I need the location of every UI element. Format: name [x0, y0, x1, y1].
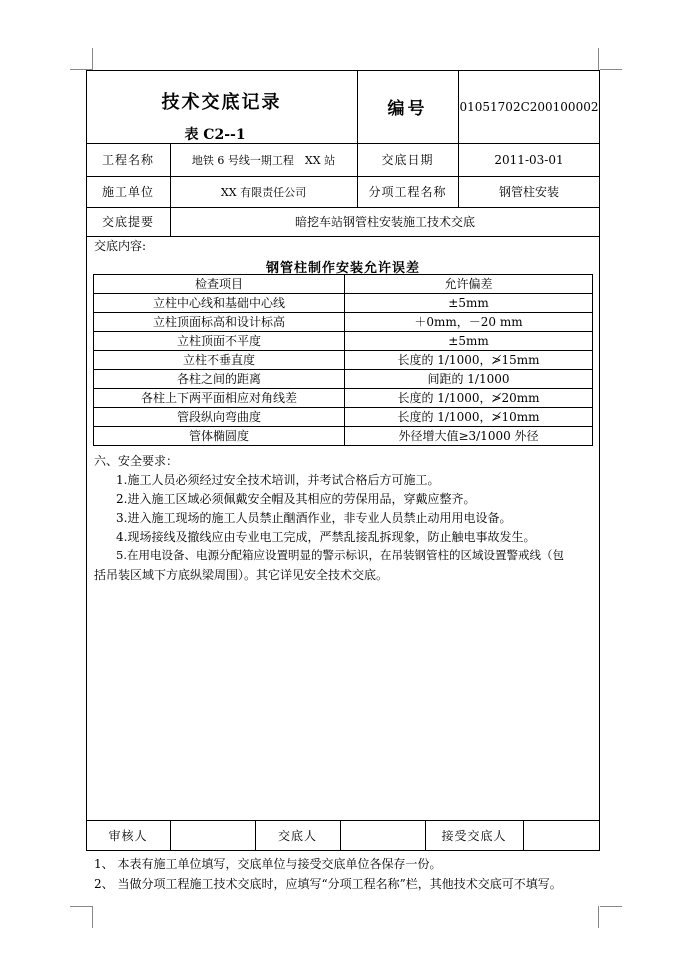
number-value: 01051702C200100002: [459, 99, 599, 114]
crop-mark-bottom-left-h: [70, 906, 92, 907]
safety-item: 5.在用电设备、电源分配箱应设置明显的警示标识，在吊装钢管柱的区域设置警戒线（包: [116, 548, 564, 562]
table-row: [94, 408, 593, 427]
check-item: 管段纵向弯曲度: [94, 408, 345, 427]
sub-project-value: 钢管柱安装: [498, 185, 559, 199]
safety-item: 括吊装区域下方底纵梁周围）。其它详见安全技术交底。: [94, 568, 389, 582]
table-row: [94, 313, 593, 332]
date-value: 2011-03-01: [494, 152, 564, 167]
safety-item: 1.施工人员必须经过安全技术培训，并考试合格后方可施工。: [116, 473, 440, 487]
footnote: 2、 当做分项工程施工技术交底时，应填写“分项工程名称”栏，其他技术交底可不填写。: [94, 877, 562, 891]
unit-value: XX 有限责任公司: [220, 185, 307, 199]
discloser-signature-field[interactable]: [341, 821, 424, 850]
tolerance-value: ±5mm: [345, 332, 593, 351]
tolerance-value: 间距的 1/1000: [345, 370, 593, 389]
tolerance-value: ±5mm: [345, 294, 593, 313]
tolerance-table: [93, 274, 593, 446]
header-tolerance: 允许偏差: [345, 275, 593, 294]
table-row: [94, 427, 593, 446]
safety-heading: 六、安全要求：: [94, 454, 179, 468]
receiver-label: 接受交底人: [441, 829, 507, 843]
table-row: [94, 389, 593, 408]
receiver-signature-field[interactable]: [524, 821, 599, 850]
check-item: 管体椭圆度: [94, 427, 345, 446]
form-number: 表 C2--1: [184, 127, 246, 143]
footnote: 1、 本表有施工单位填写，交底单位与接受交底单位各保存一份。: [94, 857, 442, 871]
table-row: [94, 370, 593, 389]
discloser-label: 交底人: [277, 829, 317, 843]
table-header-row: [94, 275, 593, 294]
table-row: [94, 351, 593, 370]
crop-mark-bottom-left-v: [92, 906, 93, 928]
sub-project-label: 分项工程名称: [368, 185, 447, 199]
safety-item: 2.进入施工区域必须佩戴安全帽及其相应的劳保用品，穿戴应整齐。: [116, 492, 476, 506]
summary-label: 交底提要: [101, 215, 154, 229]
document-title: 技术交底记录: [161, 92, 282, 113]
table-row: [94, 332, 593, 351]
content-label: 交底内容:: [94, 239, 147, 253]
project-value: 地铁 6 号线一期工程 XX 站: [191, 153, 336, 167]
project-label: 工程名称: [101, 153, 154, 167]
check-item: 立柱顶面不平度: [94, 332, 345, 351]
reviewer-signature-field[interactable]: [171, 821, 254, 850]
crop-mark-bottom-right-h: [600, 906, 622, 907]
table-row: [94, 294, 593, 313]
tolerance-value: ＋0mm，－20 mm: [345, 313, 593, 332]
check-item: 立柱不垂直度: [94, 351, 345, 370]
check-item: 立柱中心线和基础中心线: [94, 294, 345, 313]
tolerance-value: 长度的 1/1000，≯15mm: [345, 351, 593, 370]
tolerance-value: 长度的 1/1000，≯20mm: [345, 389, 593, 408]
crop-mark-top-right-h: [600, 69, 622, 70]
tolerance-value: 外径增大值≥3/1000 外径: [345, 427, 593, 446]
header-check-item: 检查项目: [94, 275, 345, 294]
check-item: 立柱顶面标高和设计标高: [94, 313, 345, 332]
tolerance-table-title: 钢管柱制作安装允许误差: [265, 261, 420, 276]
crop-mark-top-left-v: [92, 48, 93, 70]
crop-mark-top-right-v: [598, 48, 599, 70]
date-label: 交底日期: [381, 153, 434, 167]
crop-mark-bottom-right-v: [598, 906, 599, 928]
reviewer-label: 审核人: [108, 829, 148, 843]
summary-value: 暗挖车站钢管柱安装施工技术交底: [294, 215, 475, 229]
unit-label: 施工单位: [101, 185, 154, 199]
number-label: 编号: [387, 99, 428, 119]
check-item: 各柱之间的距离: [94, 370, 345, 389]
tolerance-value: 长度的 1/1000，≯10mm: [345, 408, 593, 427]
row-divider: [86, 236, 600, 237]
check-item: 各柱上下两平面相应对角线差: [94, 389, 345, 408]
safety-item: 3.进入施工现场的施工人员禁止酗酒作业，非专业人员禁止动用用电设备。: [116, 511, 512, 525]
safety-item: 4.现场接线及撤线应由专业电工完成，严禁乱接乱拆现象，防止触电事故发生。: [116, 530, 536, 544]
